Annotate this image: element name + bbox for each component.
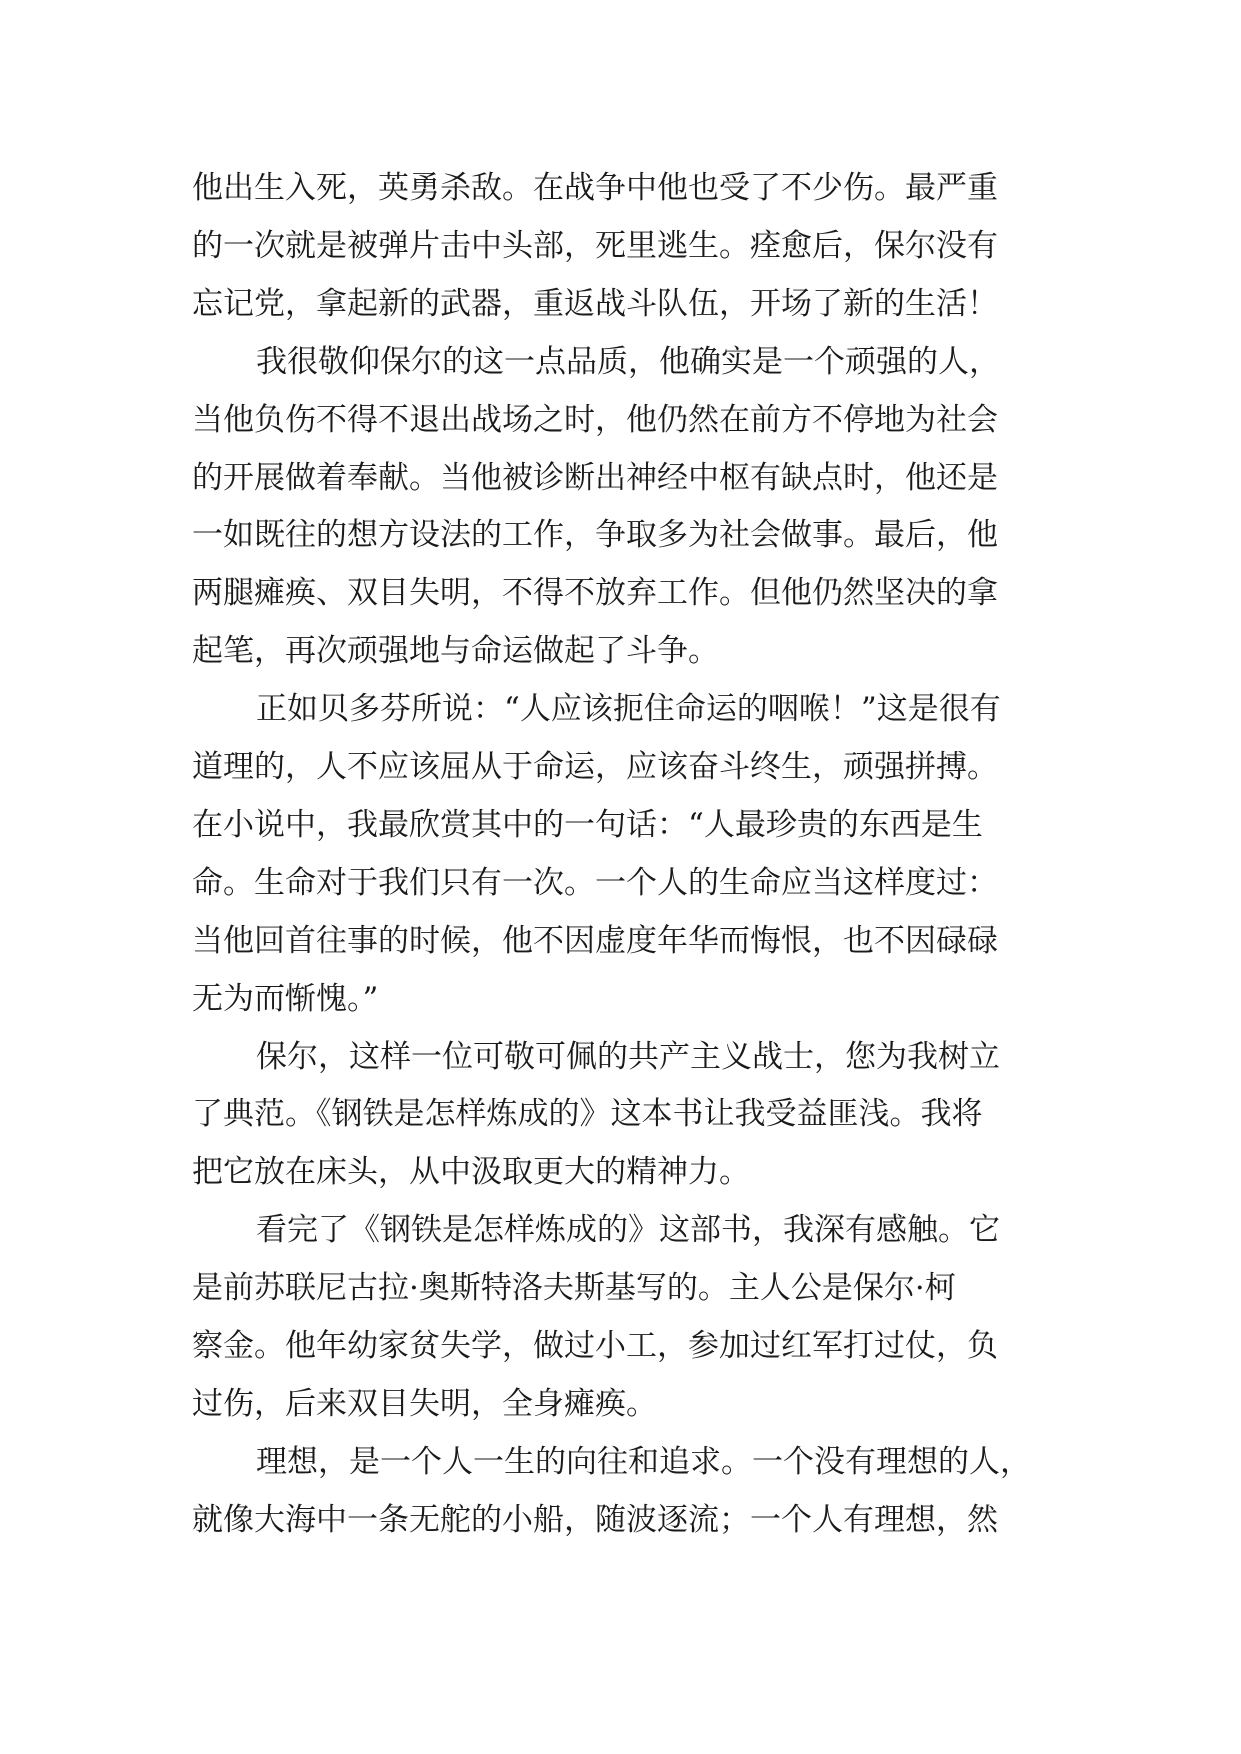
text-line: 的开展做着奉献。当他被诊断出神经中枢有缺点时，他还是 xyxy=(192,459,998,496)
text-line: 的一次就是被弹片击中头部，死里逃生。痊愈后，保尔没有 xyxy=(192,227,998,264)
text-line: 一如既往的想方设法的工作，争取多为社会做事。最后，他 xyxy=(192,517,998,554)
text-line: 过伤，后来双目失明，全身瘫痪。 xyxy=(192,1385,657,1422)
text-line: 就像大海中一条无舵的小船，随波逐流；一个人有理想，然 xyxy=(192,1501,998,1538)
text-line: 了典范。《钢铁是怎样炼成的》这本书让我受益匪浅。我将 xyxy=(192,1096,983,1133)
paragraph-first-line: 保尔，这样一位可敬可佩的共产主义战士，您为我树立 xyxy=(256,1038,1000,1075)
text-line: 在小说中，我最欣赏其中的一句话：“人最珍贵的东西是生 xyxy=(192,806,983,843)
text-line: 忘记党，拿起新的武器，重返战斗队伍，开场了新的生活！ xyxy=(192,285,998,322)
text-line: 道理的，人不应该屈从于命运，应该奋斗终生，顽强拼搏。 xyxy=(192,749,998,785)
text-line: 起笔，再次顽强地与命运做起了斗争。 xyxy=(192,633,719,670)
text-line: 当他回首往事的时候，他不因虚度年华而悔恨，也不因碌碌 xyxy=(192,922,998,959)
text-line: 无为而惭愧。” xyxy=(192,980,379,1017)
paragraph-first-line: 看完了《钢铁是怎样炼成的》这部书，我深有感触。它 xyxy=(256,1212,1000,1249)
text-line: 当他负伤不得不退出战场之时，他仍然在前方不停地为社会 xyxy=(192,401,998,438)
text-line: 察金。他年幼家贫失学，做过小工，参加过红军打过仗，负 xyxy=(192,1328,998,1364)
text-line: 是前苏联尼古拉·奥斯特洛夫斯基写的。主人公是保尔·柯 xyxy=(192,1270,956,1307)
text-line: 命。生命对于我们只有一次。一个人的生命应当这样度过： xyxy=(192,864,998,901)
paragraph-first-line: 正如贝多芬所说：“人应该扼住命运的咽喉！”这是很有 xyxy=(256,691,1001,728)
text-line: 两腿瘫痪、双目失明，不得不放弃工作。但他仍然坚决的拿 xyxy=(192,575,998,612)
paragraph-first-line: 理想，是一个人一生的向往和追求。一个没有理想的人， xyxy=(256,1443,1031,1480)
paragraph-first-line: 我很敬仰保尔的这一点品质，他确实是一个顽强的人， xyxy=(256,343,1000,380)
text-line: 把它放在床头，从中汲取更大的精神力。 xyxy=(192,1154,750,1191)
text-line: 他出生入死，英勇杀敌。在战争中他也受了不少伤。最严重 xyxy=(192,170,998,206)
